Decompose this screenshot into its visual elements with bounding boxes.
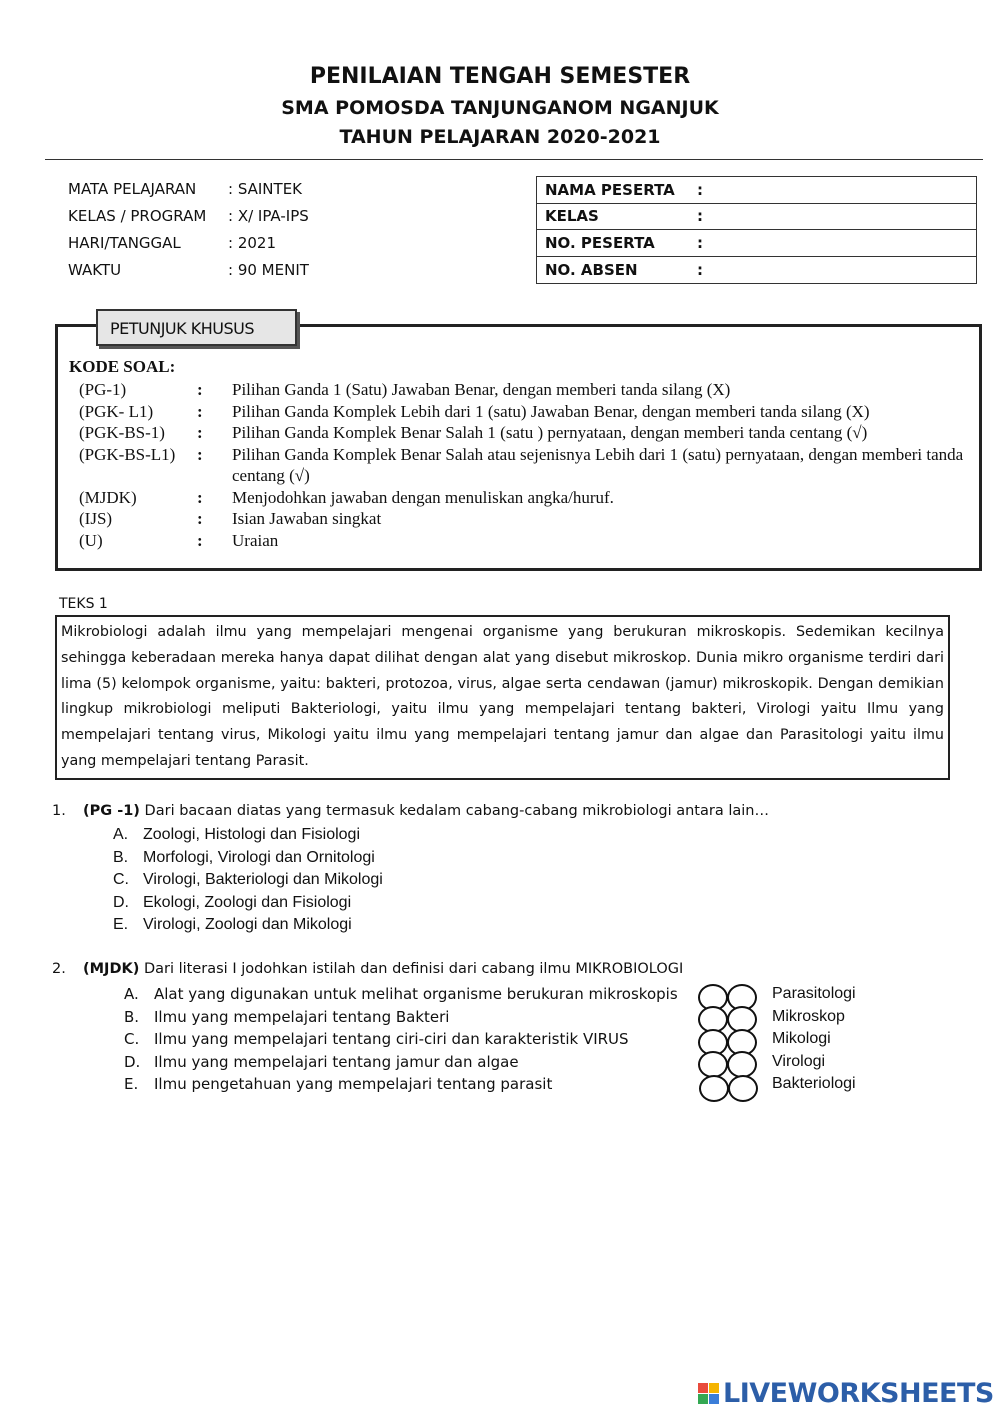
match-term: Parasitologi: [772, 985, 856, 1002]
exam-title: PENILAIAN TENGAH SEMESTER: [309, 64, 691, 89]
info-row: [68, 207, 309, 234]
participant-label: KELAS: [545, 207, 599, 226]
answer-option[interactable]: [113, 894, 383, 917]
code-colon: :: [197, 530, 203, 550]
info-row: [68, 180, 309, 207]
question-number: 1.: [52, 803, 66, 819]
code-label: (PGK-BS-L1): [79, 444, 176, 464]
code-row: [69, 379, 977, 401]
code-label: (PGK-BS-1): [79, 423, 165, 442]
question-1: [52, 803, 769, 819]
code-row: [69, 422, 977, 444]
code-row: [69, 508, 977, 530]
code-colon: :: [197, 423, 203, 442]
option-letter: C.: [113, 871, 129, 888]
statement-letter: D.: [124, 1052, 141, 1071]
match-term: Mikroskop: [772, 1007, 845, 1025]
match-statement: [124, 1053, 678, 1076]
participant-label: NO. ABSEN: [545, 260, 638, 279]
info-value: : SAINTEK: [228, 180, 303, 198]
text-label: TEKS 1: [59, 596, 108, 612]
participant-label: NAMA PESERTA: [545, 180, 675, 199]
school-name: SMA POMOSDA TANJUNGANOM NGANJUK: [281, 97, 719, 119]
participant-row: [537, 177, 976, 204]
answer-option[interactable]: [113, 916, 383, 939]
participant-row: [537, 257, 976, 284]
question-code: (MJDK): [83, 961, 140, 977]
statement-text: Alat yang digunakan untuk melihat organisme berukuran mikroskopis: [154, 985, 678, 1003]
brand-name: LIVEWORKSHEETS: [723, 1378, 994, 1409]
code-label: (MJDK): [79, 487, 137, 507]
option-text: Virologi, Zoologi dan Mikologi: [143, 916, 352, 933]
match-term: Mikologi: [772, 1030, 831, 1048]
statement-letter: E.: [124, 1075, 139, 1094]
code-desc: Isian Jawaban singkat: [232, 509, 382, 528]
participant-row: [537, 204, 976, 231]
matching-terms: [772, 985, 856, 1098]
answer-option[interactable]: [113, 849, 383, 872]
logo-square: [698, 1383, 708, 1393]
academic-year: TAHUN PELAJARAN 2020-2021: [339, 126, 661, 148]
option-letter: E.: [113, 916, 129, 933]
participant-value[interactable]: :: [697, 207, 703, 226]
reading-passage: Mikrobiologi adalah ilmu yang mempelajari mengenai organisme yang berukuran mikroskopis. Sedemikan kecilnya sehingga keberadaan mereka hanya dapat dilihat dengan alat yang disebut mikroskop. Dunia mikro organisme terdiri dari lima (5) kelompok organisme, yaitu: bakteri, protozoa, virus, algae serta cendawan (jamur) mikroskopik. Dengan demikian lingkup mikrobiologi meliputi Bakteriologi, yaitu ilmu yang mempelajari tentang bakteri, Virologi yaitu Ilmu yang mempelajari tentang virus, Mikologi yaitu ilmu yang mempelajari tentang jamur dan algae dan Parasitologi yaitu ilmu yang mempelajari tentang Parasit.: [55, 615, 950, 780]
matching-statements: [124, 985, 678, 1098]
statement-text: Ilmu yang mempelajari tentang Bakteri: [154, 1007, 450, 1026]
info-label: WAKTU: [68, 261, 122, 279]
question-text: Dari literasi I jodohkan istilah dan definisi dari cabang ilmu MIKROBIOLOGI: [139, 961, 684, 977]
question-number: 2.: [52, 961, 66, 977]
participant-value[interactable]: :: [697, 233, 703, 252]
instructions-tab: PETUNJUK KHUSUS: [96, 309, 297, 346]
code-desc: Pilihan Ganda Komplek Lebih dari 1 (satu) Jawaban Benar, dengan memberi tanda silang (X): [232, 401, 870, 421]
match-dot-right[interactable]: [728, 1075, 758, 1102]
question-2: [52, 961, 683, 977]
info-value: : 2021: [228, 234, 276, 252]
code-row: [69, 444, 977, 487]
info-label: MATA PELAJARAN: [68, 180, 197, 198]
option-text: Virologi, Bakteriologi dan Mikologi: [143, 871, 383, 888]
code-colon: :: [197, 401, 203, 421]
code-row: [69, 530, 977, 552]
match-dot-left[interactable]: [699, 1075, 729, 1102]
match-term: Virologi: [772, 1052, 826, 1070]
question-code-list: [69, 357, 977, 551]
code-label: (IJS): [79, 509, 113, 528]
info-label: HARI/TANGGAL: [68, 234, 181, 252]
statement-text: Ilmu yang mempelajari tentang ciri-ciri dan karakteristik VIRUS: [154, 1030, 629, 1049]
option-letter: A.: [113, 826, 129, 843]
participant-value[interactable]: :: [697, 260, 703, 279]
code-desc: Pilihan Ganda 1 (Satu) Jawaban Benar, dengan memberi tanda silang (X): [232, 380, 731, 399]
code-label: (U): [79, 530, 103, 550]
option-text: Zoologi, Histologi dan Fisiologi: [143, 826, 360, 843]
question-1-options: [113, 826, 383, 939]
code-colon: :: [197, 380, 203, 399]
option-text: Ekologi, Zoologi dan Fisiologi: [143, 893, 352, 911]
code-label: (PGK- L1): [79, 401, 154, 421]
info-row: [68, 234, 309, 261]
logo-square: [709, 1383, 719, 1393]
question-text: Dari bacaan diatas yang termasuk kedalam cabang-cabang mikrobiologi antara lain…: [139, 803, 769, 819]
code-colon: :: [197, 444, 203, 464]
code-desc: Pilihan Ganda Komplek Benar Salah atau sejenisnya Lebih dari 1 (satu) pernyataan, dengan memberi tanda centang (√): [232, 444, 964, 485]
question-code: (PG -1): [83, 803, 140, 819]
match-statement: [124, 1008, 678, 1031]
header-divider: [45, 159, 983, 160]
option-text: Morfologi, Virologi dan Ornitologi: [143, 848, 375, 866]
match-statement: [124, 1030, 678, 1053]
statement-letter: B.: [124, 1007, 140, 1026]
liveworksheets-logo-icon: [698, 1383, 719, 1404]
match-term: Bakteriologi: [772, 1075, 856, 1093]
code-desc: Uraian: [232, 530, 279, 550]
code-colon: :: [197, 487, 203, 507]
code-list-title: KODE SOAL:: [69, 357, 176, 376]
info-value: : 90 MENIT: [228, 261, 309, 279]
answer-option[interactable]: [113, 871, 383, 894]
code-desc: Pilihan Ganda Komplek Benar Salah 1 (satu ) pernyataan, dengan memberi tanda centang (√): [232, 423, 868, 442]
participant-row: [537, 230, 976, 257]
match-dot-right[interactable]: [727, 1051, 757, 1078]
logo-square: [709, 1394, 719, 1404]
statement-text: Ilmu pengetahuan yang mempelajari tentang parasit: [154, 1075, 553, 1094]
statement-letter: C.: [124, 1030, 140, 1049]
logo-square: [698, 1394, 708, 1404]
code-colon: :: [197, 509, 203, 528]
code-row: [69, 487, 977, 509]
statement-text: Ilmu yang mempelajari tentang jamur dan algae: [154, 1052, 519, 1071]
code-row: [69, 401, 977, 423]
answer-option[interactable]: [113, 826, 383, 849]
participant-label: NO. PESERTA: [545, 233, 655, 252]
match-dot-left[interactable]: [698, 1051, 728, 1078]
code-label: (PG-1): [79, 380, 127, 399]
code-desc: Menjodohkan jawaban dengan menuliskan angka/huruf.: [232, 487, 614, 507]
option-letter: D.: [113, 893, 129, 911]
statement-letter: A.: [124, 985, 139, 1003]
liveworksheets-brand: [698, 1378, 994, 1409]
match-statement: [124, 985, 678, 1008]
participant-table: [536, 176, 977, 284]
subject-info: [68, 180, 309, 288]
match-statement: [124, 1075, 678, 1098]
info-row: [68, 261, 309, 288]
option-letter: B.: [113, 848, 129, 866]
participant-value[interactable]: :: [697, 180, 703, 199]
info-value: : X/ IPA-IPS: [228, 207, 309, 225]
info-label: KELAS / PROGRAM: [68, 207, 207, 225]
